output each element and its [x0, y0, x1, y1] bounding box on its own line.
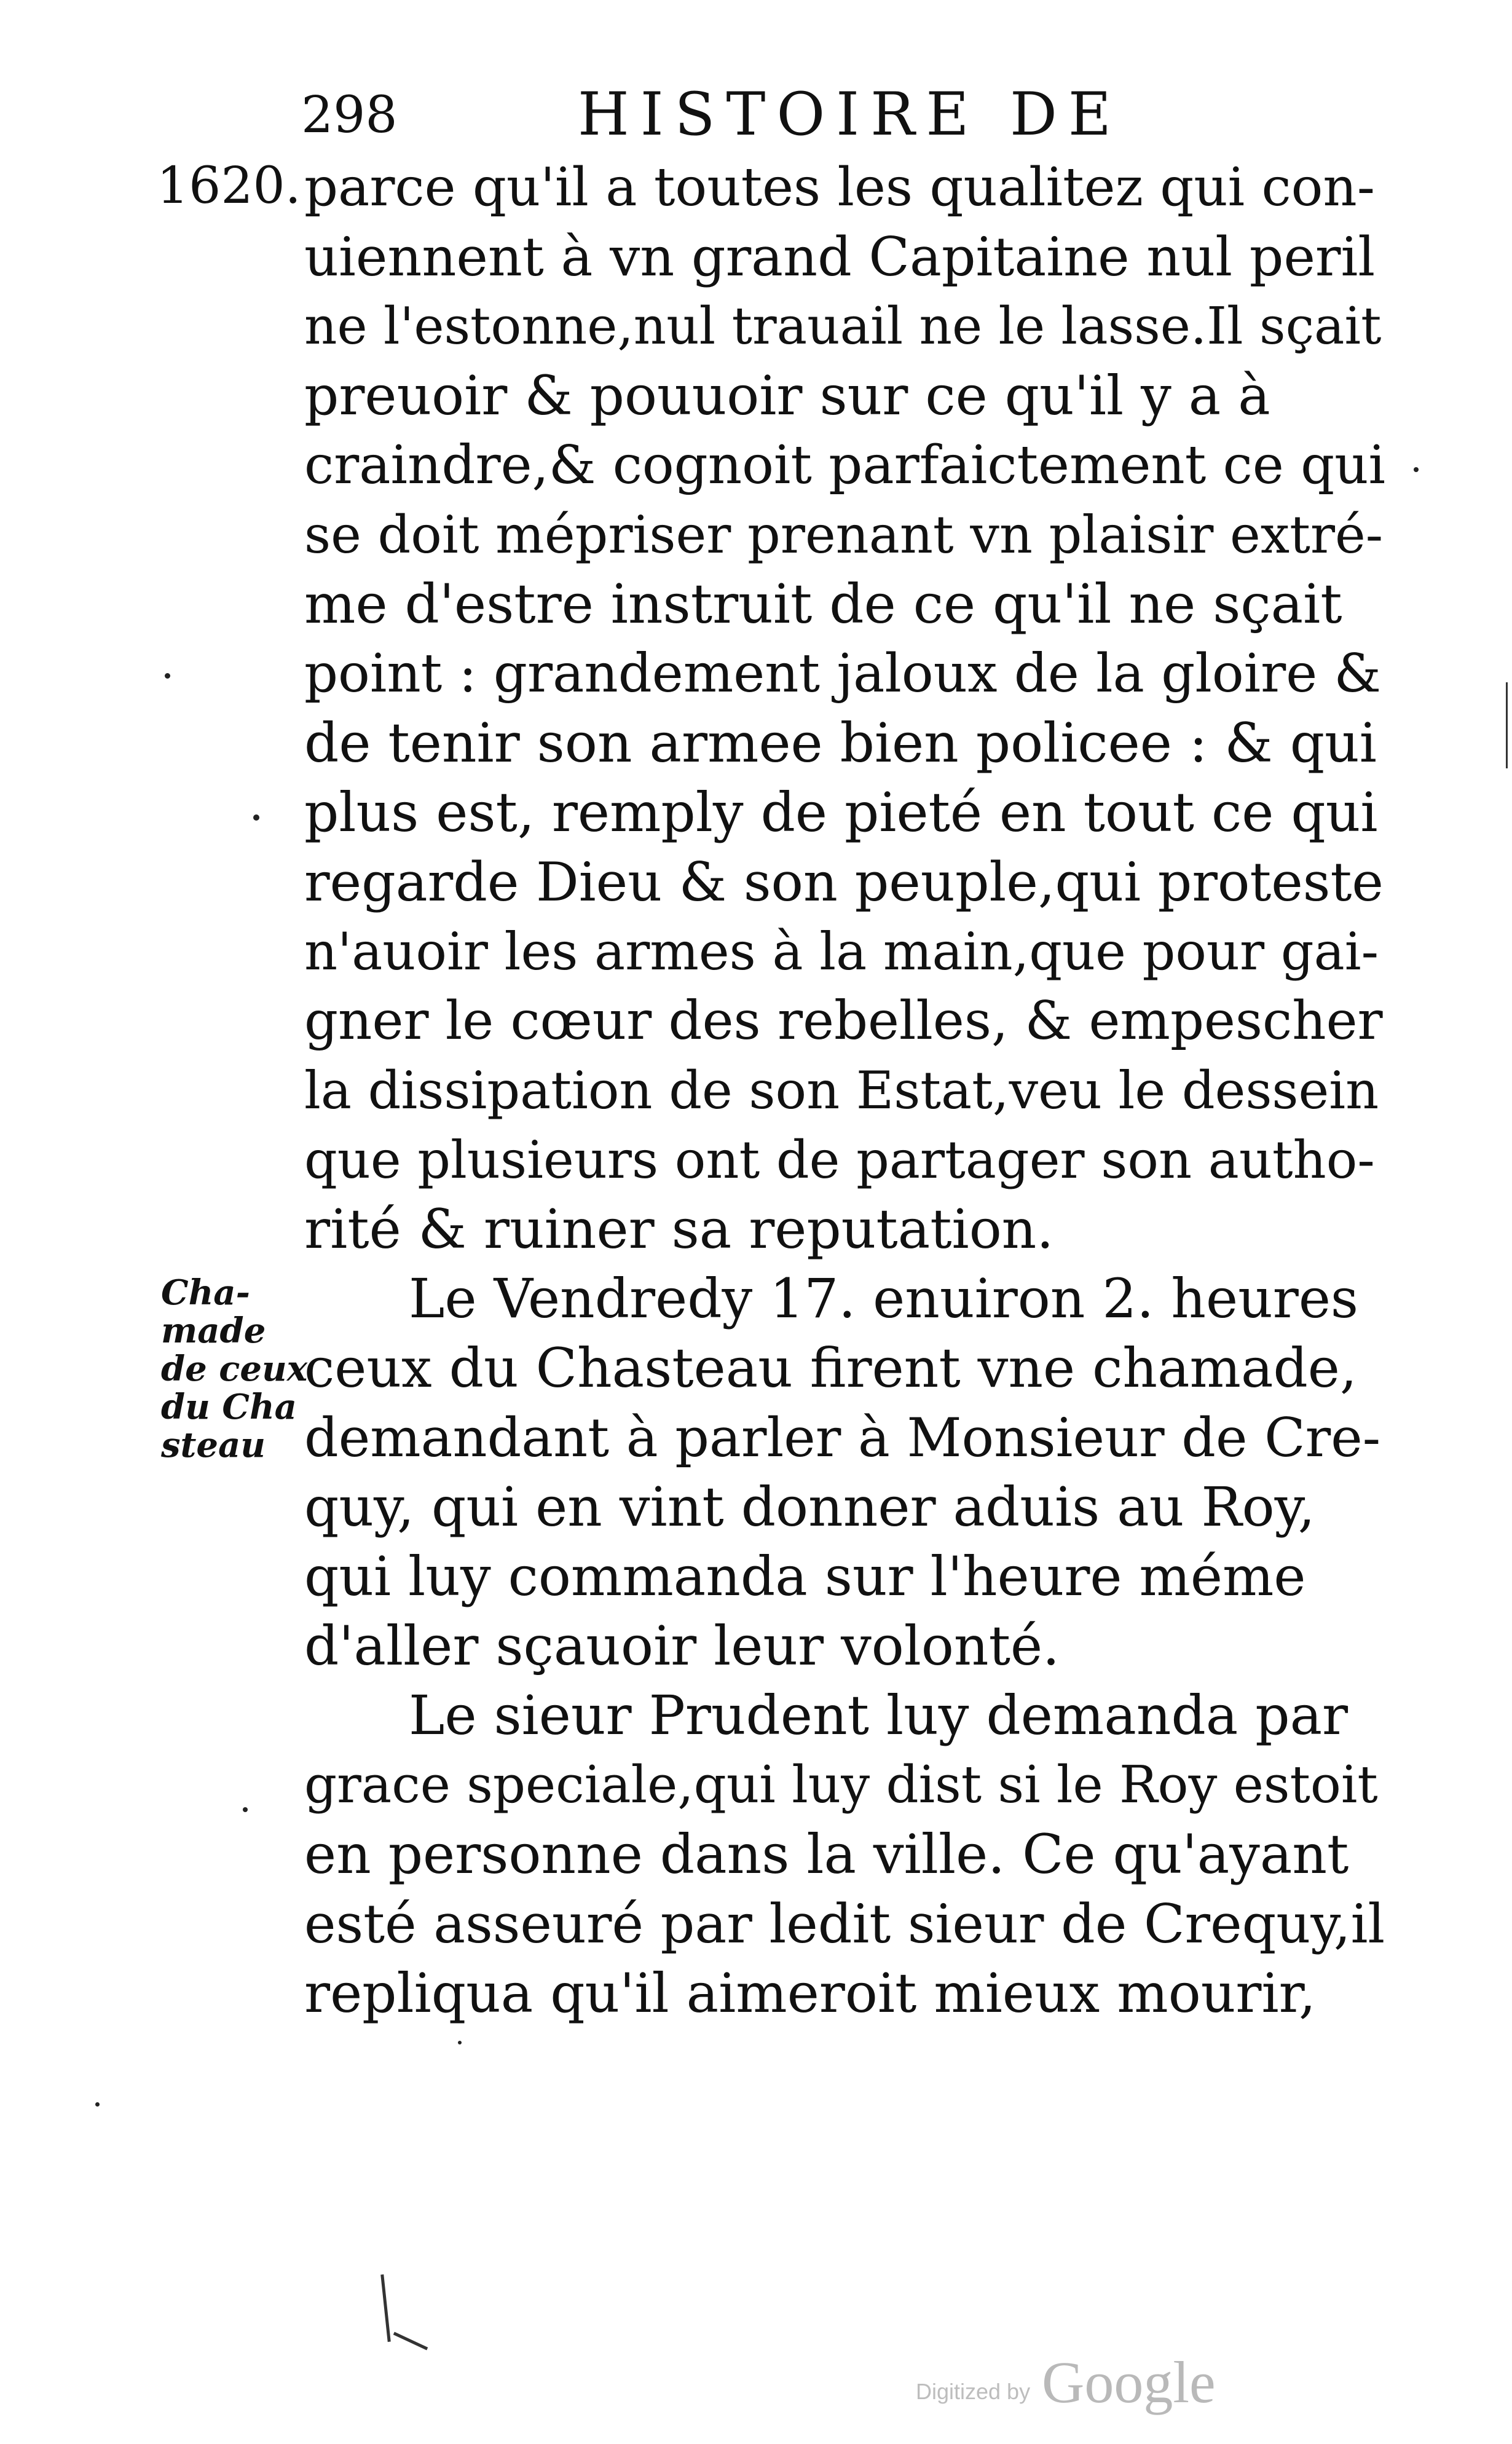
text-line: se doit mépriser prenant vn plaisir extré- — [304, 505, 1384, 565]
text-line: rité & ruiner sa reputation. — [304, 1197, 1054, 1261]
text-line: d'aller sçauoir leur volonté. — [304, 1614, 1060, 1677]
text-line: craindre,& cognoit parfaictement ce qui — [304, 435, 1386, 496]
google-logo: Google — [1042, 2349, 1216, 2415]
text-line: plus est, remply de pieté en tout ce qui — [304, 781, 1378, 844]
running-title: HISTOIRE DE — [578, 80, 1122, 149]
text-line: uiennent à vn grand Capitaine nul peril — [304, 226, 1376, 288]
text-line: gner le cœur des rebelles, & empescher — [304, 990, 1383, 1052]
text-line: me d'estre instruit de ce qu'il ne sçait — [304, 572, 1342, 636]
scan-speck — [458, 2041, 462, 2044]
page-header — [301, 80, 1223, 154]
text-line: esté asseuré par ledit sieur de Crequy,il — [304, 1893, 1385, 1955]
scan-speck — [95, 2102, 100, 2107]
edge-mark — [393, 2332, 428, 2351]
text-line: en personne dans la ville. Ce qu'ayant — [304, 1823, 1349, 1886]
text-line: n'auoir les armes à la main,que pour gai- — [304, 921, 1379, 982]
page-number: 298 — [301, 86, 398, 144]
margin-year: 1620. — [157, 157, 301, 215]
edge-mark — [380, 2274, 390, 2342]
text-line: que plusieurs ont de partager son autho- — [304, 1130, 1375, 1190]
text-line: regarde Dieu & son peuple,qui proteste — [304, 851, 1384, 913]
text-line: Le Vendredy 17. enuiron 2. heures — [409, 1267, 1359, 1330]
text-line: preuoir & pouuoir sur ce qu'il y a à — [304, 364, 1270, 427]
text-line: parce qu'il a toutes les qualitez qui con- — [304, 157, 1375, 218]
scan-speck — [253, 814, 259, 821]
text-line: la dissipation de son Estat,veu le dessein — [304, 1060, 1379, 1121]
text-line: ceux du Chasteau firent vne chamade, — [304, 1336, 1357, 1400]
edge-mark — [1506, 682, 1508, 768]
text-line: point : grandement jaloux de la gloire & — [304, 643, 1381, 704]
text-line: ne l'estonne,nul trauail ne le lasse.Il sçait — [304, 296, 1382, 356]
scan-speck — [1414, 467, 1419, 472]
text-line: Le sieur Prudent luy demanda par — [409, 1684, 1349, 1747]
scan-speck — [243, 1807, 248, 1812]
text-line: demandant à parler à Monsieur de Cre- — [304, 1406, 1381, 1469]
marginal-note-line: steau — [161, 1425, 266, 1465]
marginal-note-line: made — [161, 1311, 266, 1351]
text-line: grace speciale,qui luy dist si le Roy estoit — [304, 1755, 1378, 1815]
text-line: repliqua qu'il aimeroit mieux mourir, — [304, 1961, 1316, 2025]
text-line: de tenir son armee bien policee : & qui — [304, 711, 1377, 775]
digitized-by-label: Digitized by — [916, 2379, 1031, 2404]
text-line: qui luy commanda sur l'heure méme — [304, 1545, 1306, 1608]
marginal-note-line: du Cha — [161, 1387, 297, 1427]
scan-speck — [165, 673, 170, 679]
google-watermark — [916, 2348, 1248, 2416]
marginal-note-line: de ceux — [161, 1349, 308, 1389]
marginal-note-line: Cha- — [161, 1272, 250, 1313]
text-line: quy, qui en vint donner aduis au Roy, — [304, 1475, 1315, 1539]
